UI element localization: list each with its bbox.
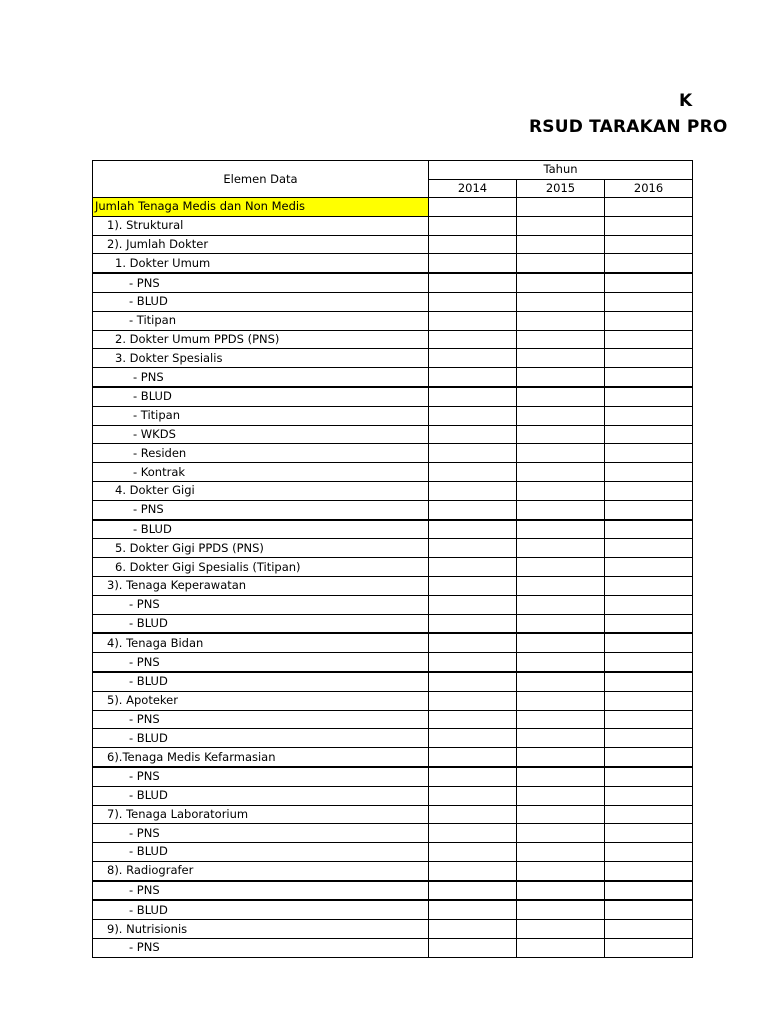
value-cell-2016[interactable] — [605, 729, 693, 748]
value-cell-2014[interactable] — [429, 198, 517, 217]
value-cell-2016[interactable] — [605, 311, 693, 330]
value-cell-2016[interactable] — [605, 653, 693, 672]
row-label: - Residen — [133, 445, 187, 460]
row-label-cell[interactable] — [93, 330, 429, 349]
row-label: 3). Tenaga Keperawatan — [107, 578, 247, 593]
table-row — [93, 425, 693, 444]
row-label: - Titipan — [129, 313, 177, 328]
value-cell-2015[interactable] — [517, 368, 605, 387]
row-label-cell[interactable] — [93, 463, 429, 482]
row-label-cell[interactable] — [93, 595, 429, 614]
value-cell-2016[interactable] — [605, 254, 693, 273]
table-row — [93, 330, 693, 349]
row-label-cell[interactable] — [93, 861, 429, 880]
value-cell-2016[interactable] — [605, 463, 693, 482]
value-cell-2015[interactable] — [517, 595, 605, 614]
row-label: - WKDS — [133, 426, 176, 441]
value-cell-2015[interactable] — [517, 311, 605, 330]
row-label: - PNS — [129, 275, 160, 290]
table-row — [93, 672, 693, 691]
value-cell-2016[interactable] — [605, 198, 693, 217]
table-row — [93, 500, 693, 519]
value-cell-2014[interactable] — [429, 748, 517, 767]
row-label-cell[interactable] — [93, 425, 429, 444]
row-label: - BLUD — [129, 730, 168, 745]
table-row — [93, 881, 693, 901]
value-cell-2015[interactable] — [517, 273, 605, 292]
value-cell-2016[interactable] — [605, 939, 693, 958]
row-label-cell[interactable] — [93, 520, 429, 539]
row-label-cell[interactable] — [93, 748, 429, 767]
value-cell-2014[interactable] — [429, 920, 517, 939]
header-year-2016: 2016 — [605, 179, 693, 198]
table-row — [93, 900, 693, 919]
table-row — [93, 198, 693, 217]
value-cell-2016[interactable] — [605, 576, 693, 595]
data-table — [92, 160, 693, 958]
row-label: 6. Dokter Gigi Spesialis (Titipan) — [115, 559, 301, 574]
row-label: - Kontrak — [133, 464, 186, 479]
value-cell-2014[interactable] — [429, 691, 517, 710]
row-label: 2). Jumlah Dokter — [107, 236, 209, 251]
row-label: 7). Tenaga Laboratorium — [107, 806, 249, 821]
value-cell-2015[interactable] — [517, 786, 605, 805]
row-label: - BLUD — [129, 615, 168, 630]
value-cell-2016[interactable] — [605, 368, 693, 387]
row-label: - BLUD — [133, 521, 172, 536]
value-cell-2014[interactable] — [429, 710, 517, 729]
row-label-cell[interactable] — [93, 710, 429, 729]
row-label-cell[interactable] — [93, 824, 429, 843]
value-cell-2015[interactable] — [517, 481, 605, 500]
table-row — [93, 520, 693, 539]
table-row — [93, 463, 693, 482]
value-cell-2014[interactable] — [429, 861, 517, 880]
row-label-cell[interactable] — [93, 805, 429, 824]
row-label-cell[interactable] — [93, 843, 429, 862]
value-cell-2014[interactable] — [429, 939, 517, 958]
row-label: - Titipan — [133, 408, 181, 423]
table-row — [93, 558, 693, 577]
value-cell-2014[interactable] — [429, 595, 517, 614]
row-label-cell[interactable] — [93, 254, 429, 273]
value-cell-2015[interactable] — [517, 939, 605, 958]
table-row — [93, 633, 693, 652]
value-cell-2015[interactable] — [517, 729, 605, 748]
row-label-cell[interactable] — [93, 939, 429, 958]
value-cell-2015[interactable] — [517, 406, 605, 425]
value-cell-2015[interactable] — [517, 710, 605, 729]
value-cell-2014[interactable] — [429, 368, 517, 387]
value-cell-2014[interactable] — [429, 767, 517, 786]
table-row — [93, 920, 693, 939]
row-label-cell[interactable] — [93, 292, 429, 311]
value-cell-2015[interactable] — [517, 500, 605, 519]
value-cell-2015[interactable] — [517, 292, 605, 311]
value-cell-2014[interactable] — [429, 786, 517, 805]
value-cell-2015[interactable] — [517, 920, 605, 939]
value-cell-2016[interactable] — [605, 672, 693, 691]
row-label-cell[interactable] — [93, 311, 429, 330]
report-title-line1: K — [679, 91, 693, 111]
value-cell-2015[interactable] — [517, 843, 605, 862]
row-label: 9). Nutrisionis — [107, 921, 188, 936]
row-label: - BLUD — [129, 788, 168, 803]
value-cell-2016[interactable] — [605, 235, 693, 254]
value-cell-2016[interactable] — [605, 710, 693, 729]
value-cell-2016[interactable] — [605, 425, 693, 444]
header-elemen-data: Elemen Data — [93, 161, 429, 198]
table-row — [93, 729, 693, 748]
value-cell-2015[interactable] — [517, 653, 605, 672]
value-cell-2015[interactable] — [517, 767, 605, 786]
row-label: - BLUD — [129, 844, 168, 859]
value-cell-2016[interactable] — [605, 444, 693, 463]
row-label-cell[interactable] — [93, 406, 429, 425]
value-cell-2016[interactable] — [605, 406, 693, 425]
row-label-cell[interactable] — [93, 576, 429, 595]
value-cell-2016[interactable] — [605, 595, 693, 614]
value-cell-2014[interactable] — [429, 633, 517, 652]
value-cell-2014[interactable] — [429, 349, 517, 368]
value-cell-2015[interactable] — [517, 520, 605, 539]
row-label-cell[interactable] — [93, 481, 429, 500]
value-cell-2014[interactable] — [429, 729, 517, 748]
table-row — [93, 861, 693, 880]
value-cell-2014[interactable] — [429, 520, 517, 539]
value-cell-2016[interactable] — [605, 216, 693, 235]
row-label: - PNS — [129, 825, 160, 840]
value-cell-2016[interactable] — [605, 349, 693, 368]
row-label: 5. Dokter Gigi PPDS (PNS) — [115, 540, 264, 555]
value-cell-2015[interactable] — [517, 614, 605, 633]
value-cell-2016[interactable] — [605, 633, 693, 652]
table-row — [93, 843, 693, 862]
value-cell-2015[interactable] — [517, 349, 605, 368]
value-cell-2016[interactable] — [605, 900, 693, 919]
table-row — [93, 805, 693, 824]
value-cell-2014[interactable] — [429, 881, 517, 901]
value-cell-2016[interactable] — [605, 881, 693, 901]
value-cell-2015[interactable] — [517, 444, 605, 463]
row-label-cell[interactable] — [93, 920, 429, 939]
value-cell-2016[interactable] — [605, 767, 693, 786]
row-label-cell[interactable] — [93, 273, 429, 292]
table-row — [93, 406, 693, 425]
value-cell-2015[interactable] — [517, 805, 605, 824]
table-row — [93, 349, 693, 368]
value-cell-2014[interactable] — [429, 444, 517, 463]
value-cell-2014[interactable] — [429, 425, 517, 444]
report-title-line2: RSUD TARAKAN PRO — [529, 117, 728, 137]
row-label-cell[interactable] — [93, 786, 429, 805]
value-cell-2015[interactable] — [517, 254, 605, 273]
value-cell-2016[interactable] — [605, 614, 693, 633]
row-label: - PNS — [129, 711, 160, 726]
value-cell-2015[interactable] — [517, 425, 605, 444]
value-cell-2014[interactable] — [429, 614, 517, 633]
row-label: 4. Dokter Gigi — [115, 483, 195, 498]
value-cell-2014[interactable] — [429, 387, 517, 406]
row-label-cell[interactable] — [93, 500, 429, 519]
value-cell-2015[interactable] — [517, 633, 605, 652]
value-cell-2014[interactable] — [429, 653, 517, 672]
value-cell-2014[interactable] — [429, 330, 517, 349]
value-cell-2014[interactable] — [429, 558, 517, 577]
table-row — [93, 824, 693, 843]
row-label: - BLUD — [133, 389, 172, 404]
value-cell-2016[interactable] — [605, 292, 693, 311]
value-cell-2015[interactable] — [517, 900, 605, 919]
table-row — [93, 614, 693, 633]
value-cell-2016[interactable] — [605, 920, 693, 939]
table-row — [93, 292, 693, 311]
table-row — [93, 710, 693, 729]
row-label: Jumlah Tenaga Medis dan Non Medis — [95, 199, 306, 214]
row-label: 3. Dokter Spesialis — [115, 350, 223, 365]
value-cell-2016[interactable] — [605, 481, 693, 500]
value-cell-2015[interactable] — [517, 861, 605, 880]
header-year-2014: 2014 — [429, 179, 517, 198]
value-cell-2014[interactable] — [429, 216, 517, 235]
table-row — [93, 216, 693, 235]
row-label-cell[interactable] — [93, 653, 429, 672]
row-label-cell[interactable] — [93, 387, 429, 406]
row-label: - PNS — [133, 369, 164, 384]
row-label-cell[interactable] — [93, 672, 429, 691]
row-label-cell[interactable] — [93, 216, 429, 235]
table-row — [93, 444, 693, 463]
row-label: - BLUD — [129, 674, 168, 689]
value-cell-2014[interactable] — [429, 406, 517, 425]
row-label: - PNS — [133, 502, 164, 517]
table-row — [93, 786, 693, 805]
value-cell-2016[interactable] — [605, 843, 693, 862]
row-label-cell[interactable] — [93, 198, 429, 217]
value-cell-2016[interactable] — [605, 330, 693, 349]
value-cell-2015[interactable] — [517, 387, 605, 406]
row-label-cell[interactable] — [93, 767, 429, 786]
row-label: - PNS — [129, 883, 160, 898]
row-label-cell[interactable] — [93, 349, 429, 368]
row-label: 8). Radiografer — [107, 863, 194, 878]
value-cell-2014[interactable] — [429, 463, 517, 482]
value-cell-2014[interactable] — [429, 311, 517, 330]
table-row — [93, 767, 693, 786]
row-label: - PNS — [129, 654, 160, 669]
table-row — [93, 368, 693, 387]
value-cell-2016[interactable] — [605, 786, 693, 805]
row-label-cell[interactable] — [93, 614, 429, 633]
row-label: 2. Dokter Umum PPDS (PNS) — [115, 331, 280, 346]
row-label: 1). Struktural — [107, 218, 184, 233]
table-row — [93, 481, 693, 500]
table-row — [93, 595, 693, 614]
value-cell-2015[interactable] — [517, 558, 605, 577]
row-label: 6).Tenaga Medis Kefarmasian — [107, 749, 276, 764]
row-label: - PNS — [129, 769, 160, 784]
value-cell-2015[interactable] — [517, 463, 605, 482]
table-row — [93, 235, 693, 254]
value-cell-2016[interactable] — [605, 824, 693, 843]
row-label: - BLUD — [129, 902, 168, 917]
value-cell-2015[interactable] — [517, 881, 605, 901]
value-cell-2015[interactable] — [517, 235, 605, 254]
value-cell-2016[interactable] — [605, 861, 693, 880]
row-label-cell[interactable] — [93, 539, 429, 558]
table-row — [93, 311, 693, 330]
table-row — [93, 273, 693, 292]
value-cell-2014[interactable] — [429, 576, 517, 595]
table-row — [93, 387, 693, 406]
row-label-cell[interactable] — [93, 444, 429, 463]
row-label-cell[interactable] — [93, 558, 429, 577]
value-cell-2015[interactable] — [517, 691, 605, 710]
row-label: - PNS — [129, 597, 160, 612]
value-cell-2016[interactable] — [605, 273, 693, 292]
value-cell-2015[interactable] — [517, 672, 605, 691]
row-label: 1. Dokter Umum — [115, 255, 211, 270]
value-cell-2014[interactable] — [429, 273, 517, 292]
value-cell-2014[interactable] — [429, 235, 517, 254]
row-label-cell[interactable] — [93, 900, 429, 919]
value-cell-2015[interactable] — [517, 748, 605, 767]
table-row — [93, 539, 693, 558]
table-row — [93, 653, 693, 672]
value-cell-2015[interactable] — [517, 330, 605, 349]
value-cell-2015[interactable] — [517, 824, 605, 843]
value-cell-2014[interactable] — [429, 805, 517, 824]
value-cell-2014[interactable] — [429, 900, 517, 919]
value-cell-2016[interactable] — [605, 748, 693, 767]
value-cell-2016[interactable] — [605, 805, 693, 824]
value-cell-2015[interactable] — [517, 216, 605, 235]
table-row — [93, 939, 693, 958]
row-label: - PNS — [129, 940, 160, 955]
value-cell-2014[interactable] — [429, 539, 517, 558]
value-cell-2014[interactable] — [429, 292, 517, 311]
table-row — [93, 576, 693, 595]
row-label-cell[interactable] — [93, 881, 429, 901]
row-label-cell[interactable] — [93, 235, 429, 254]
row-label-cell[interactable] — [93, 633, 429, 652]
value-cell-2015[interactable] — [517, 539, 605, 558]
value-cell-2014[interactable] — [429, 500, 517, 519]
table-row — [93, 748, 693, 767]
row-label: - BLUD — [129, 294, 168, 309]
value-cell-2016[interactable] — [605, 387, 693, 406]
value-cell-2016[interactable] — [605, 691, 693, 710]
value-cell-2014[interactable] — [429, 481, 517, 500]
data-sheet — [92, 160, 692, 958]
row-label-cell[interactable] — [93, 729, 429, 748]
value-cell-2014[interactable] — [429, 843, 517, 862]
value-cell-2014[interactable] — [429, 254, 517, 273]
row-label-cell[interactable] — [93, 368, 429, 387]
value-cell-2016[interactable] — [605, 539, 693, 558]
value-cell-2016[interactable] — [605, 558, 693, 577]
table-row — [93, 254, 693, 273]
header-tahun: Tahun — [429, 161, 693, 180]
value-cell-2015[interactable] — [517, 198, 605, 217]
row-label-cell[interactable] — [93, 691, 429, 710]
row-label: 4). Tenaga Bidan — [107, 635, 204, 650]
row-label: 5). Apoteker — [107, 693, 178, 708]
value-cell-2015[interactable] — [517, 576, 605, 595]
value-cell-2014[interactable] — [429, 672, 517, 691]
value-cell-2014[interactable] — [429, 824, 517, 843]
table-row — [93, 691, 693, 710]
value-cell-2016[interactable] — [605, 520, 693, 539]
value-cell-2016[interactable] — [605, 500, 693, 519]
header-year-2015: 2015 — [517, 179, 605, 198]
